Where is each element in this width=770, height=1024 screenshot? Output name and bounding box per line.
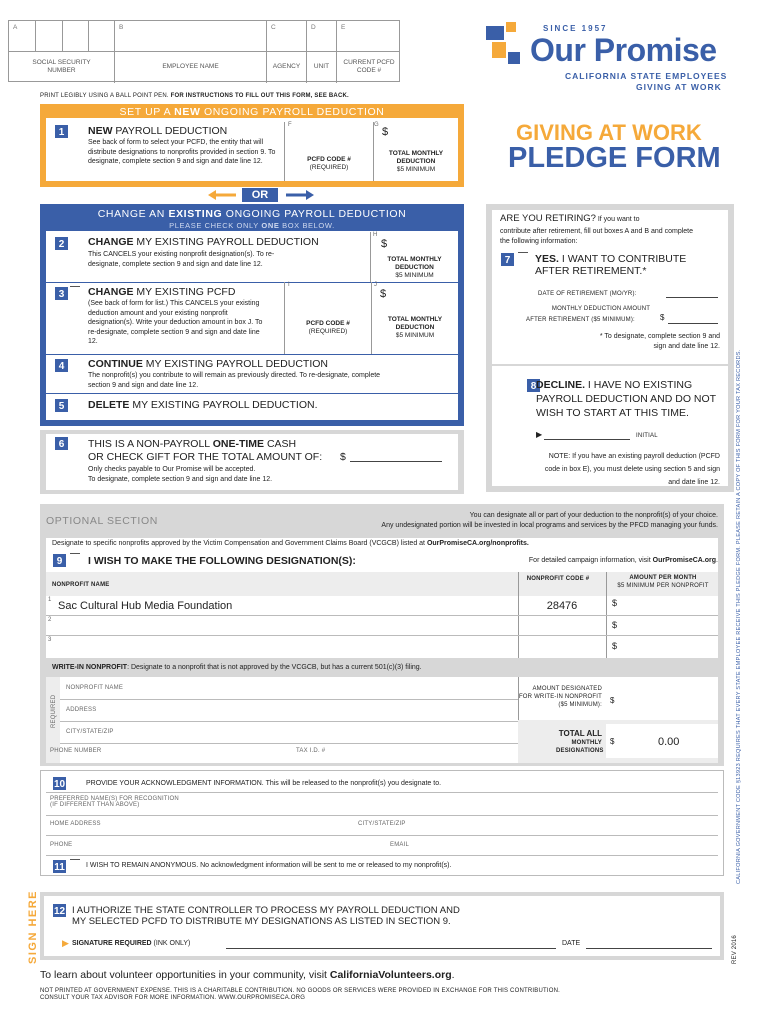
section-2-number: 2 [54, 236, 69, 251]
authorize-line1: I AUTHORIZE THE STATE CONTROLLER TO PROCESS MY PAYROLL DEDUCTION AND [72, 905, 460, 916]
retiring-note2: NOTE: If you have an existing payroll deduction (PCFD code in box E), you must delete using section 5 and sign and date line 12. [544, 453, 720, 486]
change-item2-title: CHANGE MY EXISTING PAYROLL DEDUCTION [88, 236, 319, 248]
volunteer-link[interactable]: CaliforniaVolunteers.org [329, 969, 452, 981]
change-item3-desc: (See back of form for list.) This CANCELS your existing deduction amount and your existing nonprofit designation(s). Write your deduction amount in box J. To re-designate, complete section 9 and sign and date line 12. [88, 300, 263, 345]
designation-row-1[interactable] [46, 596, 718, 616]
item3-total-min: $5 MINIMUM [395, 332, 435, 339]
ack-city-field[interactable] [356, 816, 718, 836]
row-1-dollar: $ [612, 598, 618, 608]
row-1-name[interactable]: Sac Cultural Hub Media Foundation [58, 600, 233, 612]
change-sub: PLEASE CHECK ONLY ONE BOX BELOW. [169, 221, 335, 230]
row-1-num: 1 [48, 597, 52, 603]
campaign-info: For detailed campaign information, visit OurPromiseCA.org. [528, 557, 718, 564]
employee-name-cell[interactable] [115, 21, 267, 83]
change-banner: CHANGE AN EXISTING ONGOING PAYROLL DEDUCTION [97, 208, 407, 220]
vcgcb-text: Designate to specific nonprofits approved by the Victim Compensation and Government Claims Board (VCGCB) listed at OurPromiseCA.org/nonprofits. [52, 540, 529, 547]
new-total-field[interactable] [374, 122, 458, 181]
onetime-amount-field[interactable] [350, 461, 442, 462]
col-letter-b: B [119, 24, 124, 31]
section-1-number: 1 [54, 124, 69, 139]
wi-city-label: CITY/STATE/ZIP [66, 729, 114, 735]
logo-name: Our Promise [530, 32, 717, 68]
side-note: CALIFORNIA GOVERNMENT CODE §13923 REQUIRES THAT EVERY STATE EMPLOYEE RECEIVE THIS PLEDGE FORM. PLEASE RETAIN A COPY OF THIS FORM FOR YOUR TAX RECORDS. [736, 349, 742, 884]
new-pcfd-label: PCFD CODE # [307, 156, 351, 163]
footer-small2: CONSULT YOUR TAX ADVISOR FOR MORE INFORMATION. WWW.OURPROMISECA.ORG [40, 995, 306, 1001]
col-letter-e: E [341, 24, 346, 31]
volunteer-line: To learn about volunteer opportunities in your community, visit CaliforniaVolunteers.org. [40, 969, 455, 981]
optional-right2: Any undesignated portion will be invested in local programs and services by the PFCD managing your funds. [381, 522, 718, 529]
total-all-label: TOTAL ALL [558, 729, 602, 738]
rev-label: REV 2016 [732, 935, 738, 964]
col-amount-sub: $5 MINIMUM PER NONPROFIT [617, 583, 709, 589]
retirement-date-field[interactable] [666, 297, 718, 298]
onetime-line1: THIS IS A NON-PAYROLL ONE-TIME CASH [88, 438, 297, 450]
ack-phone-label: PHONE [50, 842, 73, 848]
new-banner: SET UP A NEW ONGOING PAYROLL DEDUCTION [119, 106, 385, 118]
item2-total-label: TOTAL MONTHLY DEDUCTION [387, 256, 442, 271]
initial-arrow: ▶ [536, 430, 543, 439]
onetime-dollar: $ [340, 451, 346, 463]
instructions-bold: FOR INSTRUCTIONS TO FILL OUT THIS FORM, SEE BACK. [170, 93, 349, 99]
retire-amount-label1: MONTHLY DEDUCTION AMOUNT [551, 306, 651, 312]
optional-title: OPTIONAL SECTION [46, 515, 158, 527]
authorize-line2: MY SELECTED PCFD TO DISTRIBUTE MY DESIGNATIONS AS LISTED IN SECTION 9. [72, 916, 451, 927]
home-address-field[interactable] [46, 816, 356, 836]
unit-label: UNIT [313, 63, 330, 70]
our-promise-logo-mark [486, 22, 526, 72]
section-11-number: 11 [52, 859, 67, 874]
wi-amount-label: AMOUNT DESIGNATED FOR WRITE-IN NONPROFIT ($5 MINIMUM): [518, 686, 602, 708]
retiring-title: ARE YOU RETIRING? If you want to [500, 213, 640, 224]
ssn-cell[interactable] [9, 21, 115, 83]
item3-dollar: $ [380, 288, 387, 300]
date-label: DATE [562, 940, 581, 947]
initial-label: INITIAL [636, 433, 658, 439]
ack-city-label: CITY/STATE/ZIP [358, 821, 406, 827]
section-10-number: 10 [52, 776, 67, 791]
item2-total-min: $5 MINIMUM [395, 272, 434, 279]
item2-dollar: $ [381, 238, 388, 250]
retire-dollar: $ [660, 313, 665, 322]
change-item5-title: DELETE MY EXISTING PAYROLL DEDUCTION. [88, 399, 318, 411]
retiring-item8: DECLINE. I HAVE NO EXISTING PAYROLL DEDUCTION AND DO NOT WISH TO START AT THIS TIME. [536, 379, 716, 419]
field-h-letter: H [373, 232, 378, 238]
item9-title: I WISH TO MAKE THE FOLLOWING DESIGNATION(S): [88, 555, 356, 567]
section-9-checkbox[interactable] [70, 553, 80, 567]
designation-row-3[interactable] [46, 636, 718, 658]
item3-total-label: TOTAL MONTHLY DEDUCTION [387, 316, 443, 331]
col-code-header: NONPROFIT CODE # [526, 576, 590, 582]
section-7-checkbox[interactable] [518, 252, 528, 266]
field-i-letter: I [288, 282, 290, 288]
instructions-prefix: PRINT LEGIBLY USING A BALL POINT PEN. [40, 93, 171, 99]
section-11-checkbox[interactable] [70, 859, 80, 873]
new-desc: See back of form to select your PCFD, the entity that will distribute designations to nonprofits provided in section 9. To designate, complete section 9 and sign and date line 12. [88, 139, 276, 165]
pref-name-sub: (IF DIFFERENT THAN ABOVE) [50, 802, 140, 808]
ack-phone-field[interactable] [46, 836, 390, 856]
row-1-code[interactable]: 28476 [546, 600, 578, 612]
writein-address-field[interactable] [60, 704, 518, 722]
new-title: NEW PAYROLL DEDUCTION [88, 125, 228, 137]
section-6-number: 6 [54, 436, 69, 451]
change-item2-total-field[interactable] [370, 232, 458, 282]
retire-amount-field[interactable] [668, 323, 718, 324]
col-letter-a: A [13, 24, 18, 31]
wi-name-label: NONPROFIT NAME [66, 685, 124, 691]
wi-tax-label: TAX I.D. # [296, 748, 326, 754]
section-12-number: 12 [52, 903, 67, 918]
wi-address-label: ADDRESS [66, 707, 97, 713]
wi-phone-label: PHONE NUMBER [50, 748, 102, 754]
change-item4-title: CONTINUE MY EXISTING PAYROLL DEDUCTION [88, 358, 328, 370]
writein-text: WRITE-IN NONPROFIT: Designate to a nonprofit that is not approved by the VCGCB, but has a current 501(c)(3) filing. [52, 664, 422, 671]
change-item3-total-field[interactable] [372, 282, 458, 354]
section-9-number: 9 [52, 553, 67, 568]
logo-line2: GIVING AT WORK [636, 82, 722, 92]
initial-field[interactable] [544, 439, 630, 440]
signature-label: SIGNATURE REQUIRED (INK ONLY) [72, 940, 191, 947]
instructions-line [40, 93, 349, 99]
row-2-num: 2 [48, 617, 52, 623]
new-pcfd-req: (REQUIRED) [309, 164, 349, 171]
section-3-checkbox[interactable] [70, 286, 80, 300]
current-pcfd-cell[interactable] [337, 21, 401, 83]
pref-name-field[interactable] [46, 792, 718, 816]
form-title-line2: PLEDGE FORM [508, 142, 721, 174]
item3-pcfd-req: (REQUIRED) [308, 328, 348, 335]
change-item2-desc: This CANCELS your existing nonprofit designation(s). To re-designate, complete section 9 and sign and date line 12. [88, 251, 275, 268]
change-item4-desc: The nonprofit(s) you contribute to will remain as previously directed. To re-designate, complete section 9 and sign and date line 12. [88, 372, 381, 389]
new-total-min: $5 MINIMUM [396, 166, 436, 173]
footer-small1: NOT PRINTED AT GOVERNMENT EXPENSE. THIS IS A CHARITABLE CONTRIBUTION. NO GOODS OR SERVICES WERE PROVIDED IN EXCHANGE FOR THIS CONTRIBUTION. [40, 988, 560, 994]
home-address-label: HOME ADDRESS [50, 821, 101, 827]
new-total-label: TOTAL MONTHLY DEDUCTION [388, 150, 444, 165]
col-name-header: NONPROFIT NAME [52, 582, 110, 588]
agency-label: AGENCY [272, 63, 301, 70]
retire-amount-label2: AFTER RETIREMENT ($5 MINIMUM): [526, 317, 635, 323]
signature-field[interactable] [226, 948, 556, 949]
total-value: 0.00 [658, 736, 680, 748]
onetime-desc2: To designate, complete section 9 and sign and date line 12. [88, 476, 273, 483]
pref-name-label: PREFERRED NAME(S) FOR RECOGNITION [50, 796, 179, 802]
retiring-item7: YES. I WANT TO CONTRIBUTE AFTER RETIREMENT.* [535, 253, 687, 277]
logo-since: SINCE 1957 [543, 24, 608, 33]
current-pcfd-label: CURRENT PCFD CODE # [343, 59, 395, 74]
ack-text: PROVIDE YOUR ACKNOWLEDGMENT INFORMATION. This will be released to the nonprofit(s) you designate to. [86, 780, 442, 787]
row-3-num: 3 [48, 637, 52, 643]
sign-date-field[interactable] [586, 948, 712, 949]
or-label: OR [242, 188, 278, 202]
item3-pcfd-label: PCFD CODE # [306, 320, 350, 327]
row-3-dollar: $ [612, 641, 618, 651]
anonymous-text: I WISH TO REMAIN ANONYMOUS. No acknowledgment information will be sent to me or released to my nonprofit(s). [86, 862, 452, 869]
designation-row-2[interactable] [46, 616, 718, 636]
section-7-number: 7 [500, 252, 515, 267]
optional-right1: You can designate all or part of your deduction to the nonprofit(s) of your choice. [469, 512, 718, 519]
retirement-date-label: DATE OF RETIREMENT (MO/YR): [538, 291, 637, 297]
ack-email-label: EMAIL [390, 842, 410, 848]
onetime-line2: OR CHECK GIFT FOR THE TOTAL AMOUNT OF: [88, 451, 323, 463]
section-8-number: 8 [526, 378, 541, 393]
section-3-number: 3 [54, 286, 69, 301]
employee-info-table [8, 20, 400, 82]
wi-dollar: $ [610, 696, 615, 705]
writein-city-field[interactable] [60, 726, 518, 744]
field-f-letter: F [288, 122, 292, 128]
col-letter-c: C [271, 24, 276, 31]
field-g-letter: G [374, 122, 379, 128]
unit-cell[interactable] [307, 21, 337, 83]
signature-arrow: ▶ [62, 938, 69, 948]
total-monthly-label: MONTHLY DESIGNATIONS [556, 740, 604, 754]
retiring-desc: contribute after retirement, fill out boxes A and B and complete the following information: [500, 228, 693, 245]
change-item3-title: CHANGE MY EXISTING PCFD [88, 286, 236, 298]
col-amount-header: AMOUNT PER MONTH [629, 575, 697, 581]
new-dollar: $ [382, 126, 389, 138]
field-j-letter: J [374, 282, 378, 288]
col-letter-d: D [311, 24, 316, 31]
writein-name-field[interactable] [60, 682, 518, 700]
total-dollar: $ [610, 737, 615, 746]
employee-name-label: EMPLOYEE NAME [162, 63, 219, 70]
section-4-number: 4 [54, 358, 69, 373]
logo-line1: CALIFORNIA STATE EMPLOYEES [565, 71, 728, 81]
ack-email-field[interactable] [390, 836, 718, 856]
form-title-line1: GIVING AT WORK [516, 120, 702, 145]
new-pcfd-field[interactable] [284, 122, 374, 181]
required-side-label: REQUIRED [51, 694, 57, 728]
retiring-note: * To designate, complete section 9 and sign and date line 12. [599, 333, 720, 350]
agency-cell[interactable] [267, 21, 307, 83]
change-item3-pcfd-field[interactable] [284, 282, 372, 354]
section-5-number: 5 [54, 398, 69, 413]
row-2-dollar: $ [612, 620, 618, 630]
onetime-desc1: Only checks payable to Our Promise will be accepted. [88, 466, 256, 473]
ssn-label: SOCIAL SECURITY NUMBER [32, 59, 91, 74]
sign-here-label: SIGN HERE [27, 889, 39, 964]
